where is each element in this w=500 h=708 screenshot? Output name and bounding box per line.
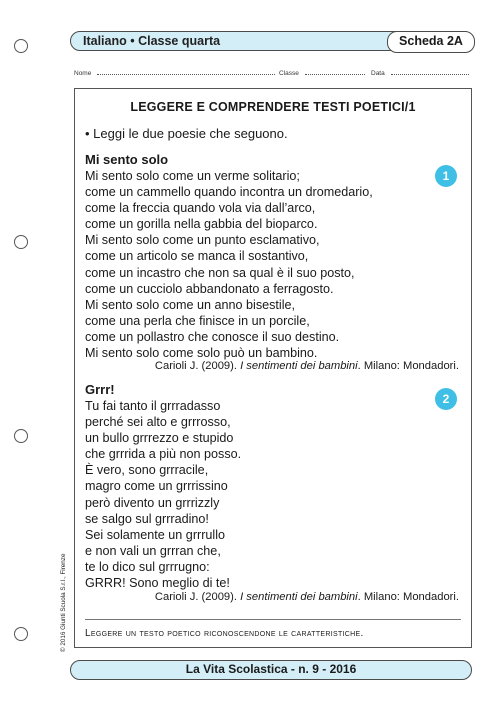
poem-line: Mi sento solo come un verme solitario; xyxy=(85,169,300,183)
name-field[interactable]: Nome xyxy=(74,68,275,77)
instruction: • Leggi le due poesie che seguono. xyxy=(85,126,288,141)
date-field[interactable]: Data xyxy=(371,68,469,77)
poem-line: GRRR! Sono meglio di te! xyxy=(85,576,230,591)
copyright-notice: © 2016 Giunti Scuola S.r.l., Firenze xyxy=(60,553,67,652)
poem-line: Mi sento solo come un anno bisestile, xyxy=(85,297,296,312)
poem-line: come la freccia quando vola via dall’arco, xyxy=(85,201,316,216)
poem-lines xyxy=(85,168,373,361)
poem-line: Tu fai tanto il grrradasso xyxy=(85,399,221,413)
poem-line: se salgo sul grrradino! xyxy=(85,511,209,526)
poem-credit: Carioli J. (2009). I sentimenti dei bambini. Milano: Mondadori. xyxy=(154,360,459,372)
poem-lines xyxy=(85,398,241,591)
worksheet-frame xyxy=(74,88,472,648)
poem-title: Mi sento solo xyxy=(85,152,169,167)
divider xyxy=(85,619,461,620)
poem-line: te lo dico sul grrrugno: xyxy=(85,559,210,574)
poem-line: e non vali un grrran che, xyxy=(85,543,221,558)
poem-line: come un cammello quando incontra un dromedario, xyxy=(85,185,373,200)
footer-bar xyxy=(70,660,472,680)
poem-line: come un cucciolo abbandonato a ferragosto. xyxy=(85,281,334,296)
poem-line: come un articolo se manca il sostantivo, xyxy=(85,249,309,264)
poem-line: come un pollastro che conosce il suo destino. xyxy=(85,329,340,344)
poem-line: che grrrida a più non posso. xyxy=(85,447,242,462)
poem-line: È vero, sono grrracile, xyxy=(85,463,209,478)
binder-hole xyxy=(14,627,28,641)
magazine-label: La Vita Scolastica - n. 9 - 2016 xyxy=(185,662,357,676)
poem-line: Mi sento solo come solo può un bambino. xyxy=(85,346,318,361)
poem-line: come una perla che finisce in un porcile, xyxy=(85,313,310,328)
poem-line: magro come un grrrissino xyxy=(85,479,228,494)
poem-line: come un gorilla nella gabbia del bioparco. xyxy=(85,217,318,232)
poem-line: Sei solamente un grrrullo xyxy=(85,527,226,542)
poem-line: però divento un grrrizzly xyxy=(85,495,220,510)
poem-number-badge: 1 xyxy=(435,165,457,187)
poem-line: un bullo grrrezzo e stupido xyxy=(85,431,234,446)
poem-credit: Carioli J. (2009). I sentimenti dei bambini. Milano: Mondadori. xyxy=(154,591,459,603)
poem-line: come un incastro che non sa qual è il suo posto, xyxy=(85,265,355,280)
binder-hole xyxy=(14,235,28,249)
poem-line: perché sei alto e grrrosso, xyxy=(85,415,231,430)
subject-label: Italiano • Classe quarta xyxy=(83,34,221,48)
sheet-label: Scheda 2A xyxy=(387,31,475,53)
binder-hole xyxy=(14,429,28,443)
binder-hole xyxy=(14,39,28,53)
class-field[interactable]: Classe xyxy=(279,68,365,77)
poem-number-badge: 2 xyxy=(435,388,457,410)
poem-line: Mi sento solo come un punto esclamativo, xyxy=(85,233,320,248)
learning-objective: Leggere un testo poetico riconoscendone le caratteristiche. xyxy=(85,628,364,639)
worksheet-title: LEGGERE E COMPRENDERE TESTI POETICI/1 xyxy=(130,100,416,114)
header-bar xyxy=(70,31,474,51)
poem-title: Grrr! xyxy=(85,382,115,397)
